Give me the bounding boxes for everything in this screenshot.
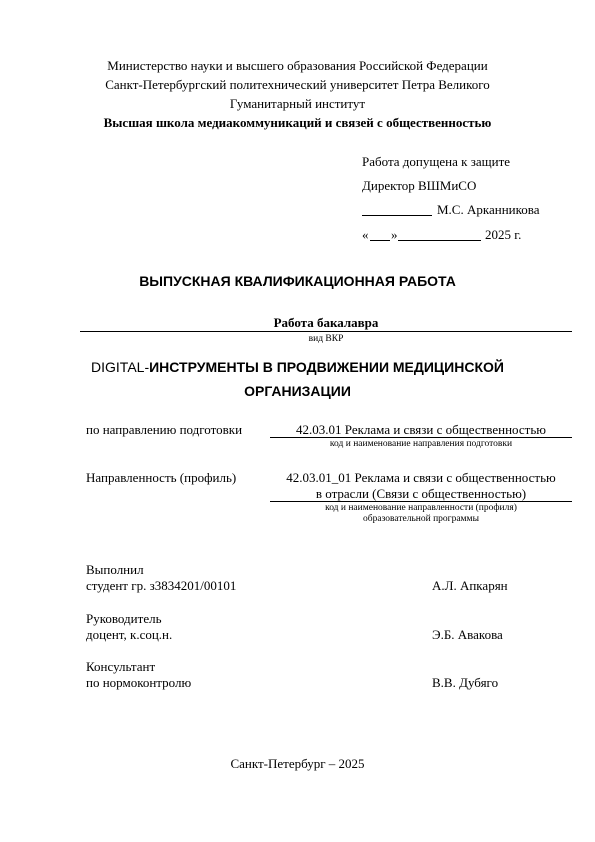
topic-line1 [0, 358, 595, 378]
direction-underline [270, 437, 572, 438]
approval-line1: Работа допущена к защите [362, 154, 511, 169]
work-type-value: Работа бакалавра [273, 315, 379, 330]
direction-label: по направлению подготовки [86, 422, 243, 437]
date-year: 2025 г. [485, 227, 522, 242]
direction-caption: код и наименование направления подготовки [329, 439, 513, 449]
topic-rest: ИНСТРУМЕНТЫ В ПРОДВИЖЕНИИ МЕДИЦИНСКОЙ [149, 359, 504, 375]
footer-city-year: Санкт-Петербург – 2025 [230, 756, 365, 771]
school-line: Высшая школа медиакоммуникаций и связей с общественностью [103, 115, 492, 130]
consultant-name: В.В. Дубяго [432, 675, 499, 690]
institute-line: Гуманитарный институт [229, 96, 366, 111]
ministry-line: Министерство науки и высшего образования Российской Федерации [107, 58, 488, 73]
date-month-underline [398, 240, 481, 241]
director-name: М.С. Арканникова [437, 202, 540, 217]
direction-value: 42.03.01 Реклама и связи с общественностью [296, 422, 546, 437]
student-role: Выполнил [86, 562, 144, 577]
profile-underline [270, 501, 572, 502]
work-type-underline [80, 331, 572, 332]
consultant-role: Консультант [86, 659, 156, 674]
profile-caption-line1: код и наименование направленности (профиля) [325, 503, 517, 513]
topic-prefix: DIGITAL- [91, 359, 150, 375]
university-line: Санкт-Петербургский политехнический университет Петра Великого [105, 77, 490, 92]
profile-value-line2: в отрасли (Связи с общественностью) [315, 486, 527, 501]
document-title: ВЫПУСКНАЯ КВАЛИФИКАЦИОННАЯ РАБОТА [139, 273, 456, 289]
supervisor-title: доцент, к.соц.н. [86, 627, 173, 642]
topic-line2: ОРГАНИЗАЦИИ [244, 383, 351, 399]
profile-caption-line2: образовательной программы [363, 514, 479, 524]
signature-underline [362, 215, 432, 216]
work-type-caption: вид ВКР [308, 334, 344, 344]
date-quote-close: » [391, 227, 398, 242]
consultant-title: по нормоконтролю [86, 675, 192, 690]
approval-line2: Директор ВШМиСО [362, 178, 477, 193]
student-name: А.Л. Апкарян [432, 578, 508, 593]
profile-label: Направленность (профиль) [86, 470, 237, 485]
supervisor-name: Э.Б. Авакова [432, 627, 503, 642]
profile-value-line1: 42.03.01_01 Реклама и связи с общественностью [286, 470, 556, 485]
student-group: студент гр. з3834201/00101 [86, 578, 237, 593]
supervisor-role: Руководитель [86, 611, 162, 626]
date-quote-open: « [362, 227, 369, 242]
date-day-underline [370, 240, 390, 241]
